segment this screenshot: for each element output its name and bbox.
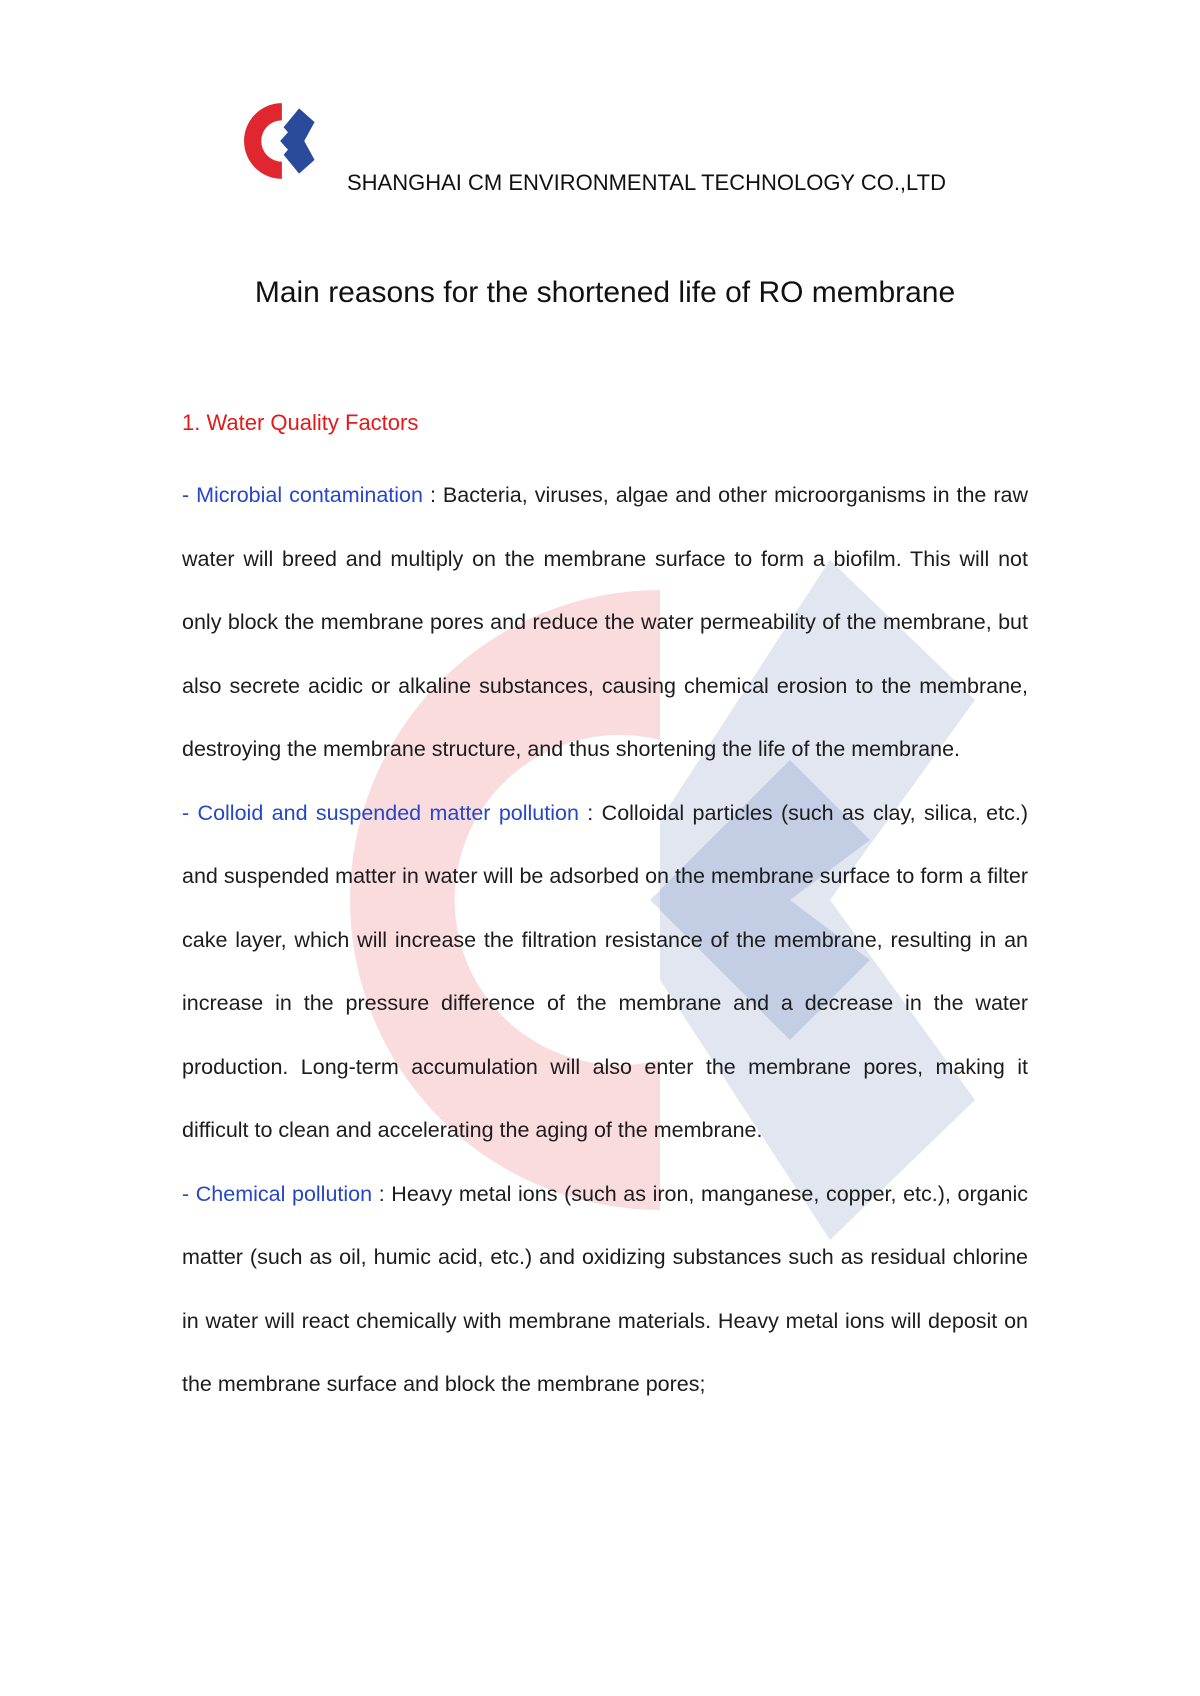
term-microbial: - Microbial contamination bbox=[182, 483, 423, 507]
term-chemical: - Chemical pollution bbox=[182, 1181, 373, 1206]
document-body bbox=[182, 400, 1028, 1417]
document-title: Main reasons for the shortened life of RO membrane bbox=[254, 276, 956, 309]
separator: : bbox=[578, 800, 602, 825]
term-colloid: - Colloid and suspended matter pollution bbox=[182, 800, 579, 825]
paragraph-text: Colloidal particles (such as clay, silica, etc.) and suspended matter in water will be adsorbed on the membrane surface to form a filter cake layer, which will increase the filtration resistance of the membrane, resulting in an increase in the pressure difference of the membrane and a decrease in the water production. Long-term accumulation will also enter the membrane pores, making it difficult to clean and accelerating the aging of the membrane. bbox=[182, 800, 1028, 1142]
paragraph-colloid bbox=[182, 782, 1028, 1163]
paragraph-microbial bbox=[182, 464, 1028, 782]
paragraph-chemical bbox=[182, 1163, 1028, 1417]
company-name: SHANGHAI CM ENVIRONMENTAL TECHNOLOGY CO.,LTD bbox=[347, 170, 946, 195]
section-heading: 1. Water Quality Factors bbox=[182, 410, 419, 435]
separator: : bbox=[372, 1181, 392, 1206]
paragraph-text: Bacteria, viruses, algae and other microorganisms in the raw water will breed and multiply on the membrane surface to form a biofilm. This will not only block the membrane pores and reduce the water permeability of the membrane, but also secrete acidic or alkaline substances, causing chemical erosion to the membrane, destroying the membrane structure, and thus shortening the life of the membrane. bbox=[182, 483, 1029, 761]
paragraph-text: Heavy metal ions (such as iron, manganese, copper, etc.), organic matter (such as oil, humic acid, etc.) and oxidizing substances such as residual chlorine in water will react chemically with membrane materials. Heavy metal ions will deposit on the membrane surface and block the membrane pores; bbox=[182, 1181, 1029, 1396]
separator: : bbox=[422, 483, 443, 507]
cm-logo-icon bbox=[232, 98, 318, 184]
